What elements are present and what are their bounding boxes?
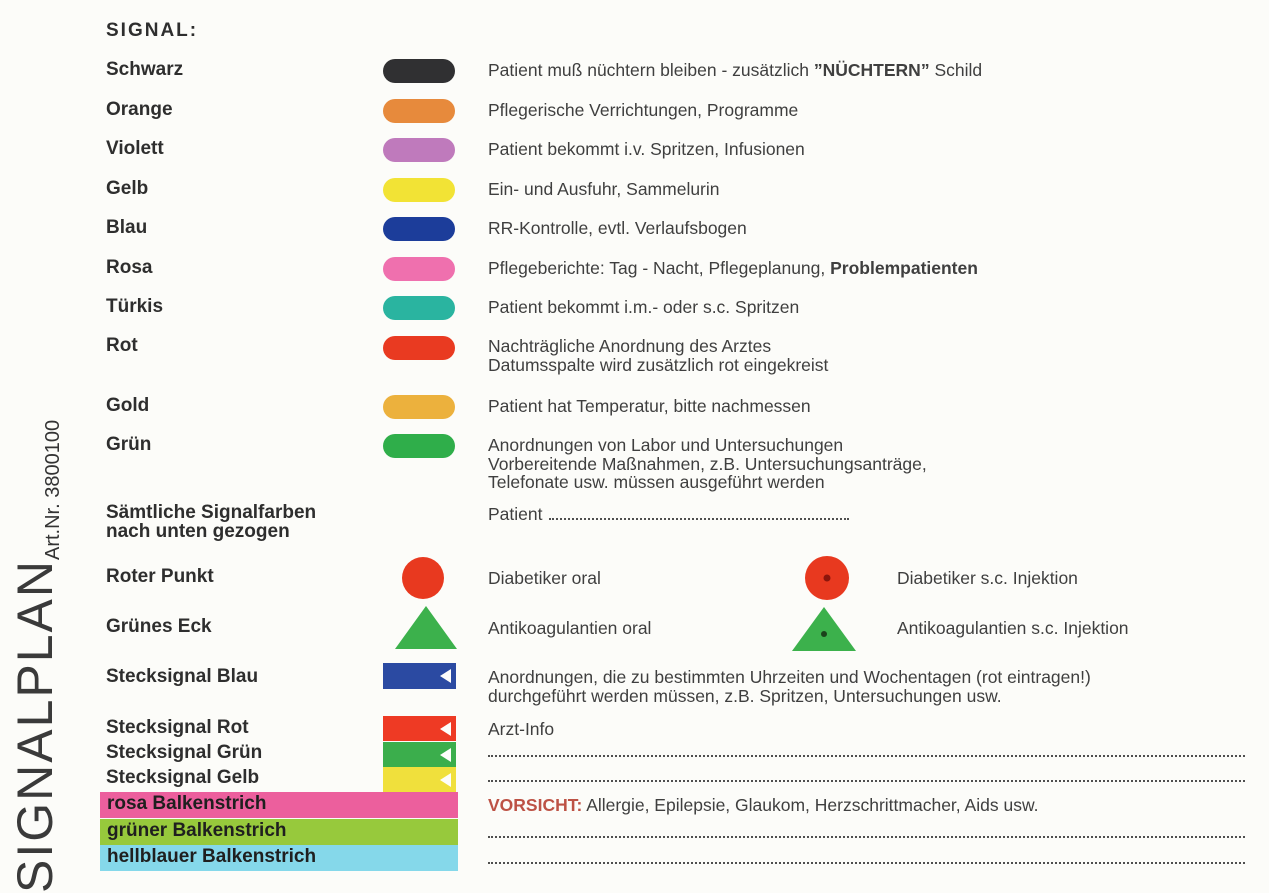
description-turkis: [488, 298, 799, 317]
description-text: Patient: [488, 504, 548, 524]
swatch-grunes-eck-sc-icon: [792, 607, 856, 651]
signal-label-grunes-eck: Grünes Eck: [106, 616, 212, 637]
description-text: Patient hat Temperatur, bitte nachmessen: [488, 396, 811, 416]
description-line: [488, 741, 1245, 757]
triangle-shape: [395, 606, 457, 649]
left-arrow-icon: [440, 748, 451, 762]
description-line: [488, 298, 799, 317]
signal-label-hellblauer-balkenstrich: hellblauer Balkenstrich: [107, 846, 317, 867]
description-text: Nachträgliche Anordnung des Arztes: [488, 336, 772, 356]
description-text: Telefonate usw. müssen ausgeführt werden: [488, 472, 825, 492]
signal-label-stecksignal-rot: Stecksignal Rot: [106, 717, 249, 738]
swatch-turkis-icon: [383, 296, 455, 320]
signal-label-rosa: Rosa: [106, 257, 153, 278]
description-gelb: [488, 180, 720, 199]
description-text: Patient bekommt i.v. Spritzen, Infusionen: [488, 139, 805, 159]
swatch-gelb-icon: [383, 178, 455, 202]
description-text: VORSICHT:: [488, 795, 583, 815]
description-line: [488, 619, 651, 638]
description-line: [488, 140, 805, 159]
left-arrow-icon: [440, 722, 451, 736]
description-line: [488, 473, 927, 492]
swatch-grunes-eck-icon: [395, 606, 457, 649]
description-line: [488, 101, 798, 120]
description-line: [488, 822, 1245, 838]
description-text: RR-Kontrolle, evtl. Verlaufsbogen: [488, 218, 747, 238]
description-line: [488, 356, 828, 375]
balkenstrich-bar-gruner-balkenstrich: [100, 819, 458, 845]
description-line: [488, 337, 828, 356]
signal-label-grun: Grün: [106, 434, 152, 455]
swatch-stecksignal-grun-icon: [383, 742, 456, 767]
description-roter-punkt-sc: [897, 569, 1078, 588]
signal-label-line: nach unten gezogen: [106, 521, 290, 542]
description-line: [897, 569, 1078, 588]
description-blau: [488, 219, 747, 238]
left-arrow-icon: [440, 773, 451, 787]
swatch-schwarz-icon: [383, 59, 455, 83]
description-text: durchgeführt werden müssen, z.B. Spritzen, Untersuchungen usw.: [488, 685, 1002, 706]
description-stecksignal-grun: [488, 741, 1245, 757]
signal-label-stecksignal-blau: Stecksignal Blau: [106, 666, 259, 687]
signal-label-violett: Violett: [106, 138, 164, 159]
description-line: [488, 219, 747, 238]
description-text: Datumsspalte wird zusätzlich rot eingekreist: [488, 354, 829, 375]
description-text: Schild: [929, 60, 983, 80]
description-line: [488, 569, 601, 588]
dotted-fill-line: [488, 741, 1245, 757]
description-text: ”NÜCHTERN”: [813, 60, 930, 80]
description-line: [488, 397, 811, 416]
swatch-gold-icon: [383, 395, 455, 419]
swatch-orange-icon: [383, 99, 455, 123]
dotted-fill-line: [488, 848, 1245, 864]
description-text: Anordnungen, die zu bestimmten Uhrzeiten und Wochentagen (rot eintragen!): [488, 667, 1091, 687]
description-stecksignal-blau: [488, 668, 1091, 705]
description-grunes-eck: [488, 619, 651, 638]
description-text: Diabetiker s.c. Injektion: [897, 568, 1078, 588]
swatch-roter-punkt-icon: [402, 557, 444, 599]
left-arrow-icon: [440, 669, 451, 683]
signal-label-stecksignal-grun: Stecksignal Grün: [106, 742, 263, 763]
description-text: Problempatienten: [830, 258, 978, 278]
description-line: [488, 796, 1038, 815]
center-dot-icon: [821, 631, 827, 637]
description-grunes-eck-sc: [897, 619, 1129, 638]
balkenstrich-bar-rosa-balkenstrich: [100, 792, 458, 818]
description-line: [488, 455, 927, 474]
swatch-stecksignal-blau-icon: [383, 663, 456, 689]
description-text: Pflegerische Verrichtungen, Programme: [488, 100, 799, 120]
signal-label-rosa-balkenstrich: rosa Balkenstrich: [107, 793, 267, 814]
swatch-stecksignal-rot-icon: [383, 716, 456, 741]
description-text: Patient muß nüchtern bleiben - zusätzlich: [488, 60, 814, 80]
signal-label-stecksignal-gelb: Stecksignal Gelb: [106, 767, 260, 788]
swatch-grun-icon: [383, 434, 455, 458]
description-schwarz: [488, 61, 982, 80]
signal-label-orange: Orange: [106, 99, 173, 120]
description-text: Ein- und Ausfuhr, Sammelurin: [488, 179, 720, 199]
description-violett: [488, 140, 805, 159]
description-line: [488, 668, 1091, 687]
article-number: Art.Nr. 3800100: [42, 419, 64, 560]
center-dot-icon: [824, 575, 831, 582]
description-text: Antikoagulantien s.c. Injektion: [897, 618, 1129, 638]
balkenstrich-bar-hellblauer-balkenstrich: [100, 845, 458, 871]
description-text: Patient bekommt i.m.- oder s.c. Spritzen: [488, 297, 800, 317]
swatch-roter-punkt-sc-icon: [805, 556, 849, 600]
signal-header: SIGNAL:: [106, 20, 199, 41]
description-line: [488, 848, 1245, 864]
description-gold: [488, 397, 811, 416]
description-line: [488, 61, 982, 80]
signal-label-line: Sämtliche Signalfarben: [106, 502, 317, 523]
swatch-violett-icon: [383, 138, 455, 162]
signal-label-turkis: Türkis: [106, 296, 164, 317]
description-line: [488, 505, 849, 524]
signal-label-gelb: Gelb: [106, 178, 149, 199]
description-line: [488, 180, 720, 199]
signal-label-rot: Rot: [106, 335, 138, 356]
description-text: Diabetiker oral: [488, 568, 601, 588]
description-orange: [488, 101, 798, 120]
description-text: Arzt-Info: [488, 719, 555, 739]
description-roter-punkt: [488, 569, 601, 588]
description-text: Pflegeberichte: Tag - Nacht, Pflegeplanung,: [488, 258, 831, 278]
description-line: [488, 720, 554, 739]
description-text: Antikoagulantien oral: [488, 618, 652, 638]
signal-label-schwarz: Schwarz: [106, 59, 184, 80]
description-text: Vorbereitende Maßnahmen, z.B. Untersuchungsanträge,: [488, 453, 927, 474]
triangle-shape: [792, 607, 856, 651]
swatch-rot-icon: [383, 336, 455, 360]
description-rosa-balkenstrich: [488, 796, 1038, 815]
description-line: [897, 619, 1129, 638]
description-stecksignal-gelb: [488, 766, 1245, 782]
description-line: [488, 436, 927, 455]
dotted-fill-line: [549, 505, 849, 520]
signal-label-samtliche-signalfarben: [106, 503, 316, 541]
description-text: Anordnungen von Labor und Untersuchungen: [488, 435, 844, 455]
description-rot: [488, 337, 828, 374]
description-grun: [488, 436, 927, 492]
description-stecksignal-rot: [488, 720, 554, 739]
dotted-fill-line: [488, 822, 1245, 838]
description-hellblauer-balkenstrich: [488, 848, 1245, 864]
description-rosa: [488, 259, 978, 278]
signal-label-gruner-balkenstrich: grüner Balkenstrich: [107, 820, 287, 841]
description-line: [488, 766, 1245, 782]
swatch-stecksignal-gelb-icon: [383, 767, 456, 792]
swatch-blau-icon: [383, 217, 455, 241]
signal-label-gold: Gold: [106, 395, 150, 416]
description-samtliche-signalfarben: [488, 505, 849, 524]
signal-label-blau: Blau: [106, 217, 148, 238]
page-title-vertical: SIGNALPLAN: [7, 558, 63, 893]
description-line: [488, 259, 978, 278]
swatch-rosa-icon: [383, 257, 455, 281]
signal-label-roter-punkt: Roter Punkt: [106, 566, 214, 587]
description-gruner-balkenstrich: [488, 822, 1245, 838]
description-text: Allergie, Epilepsie, Glaukom, Herzschrittmacher, Aids usw.: [582, 795, 1039, 815]
description-line: [488, 687, 1091, 706]
dotted-fill-line: [488, 766, 1245, 782]
